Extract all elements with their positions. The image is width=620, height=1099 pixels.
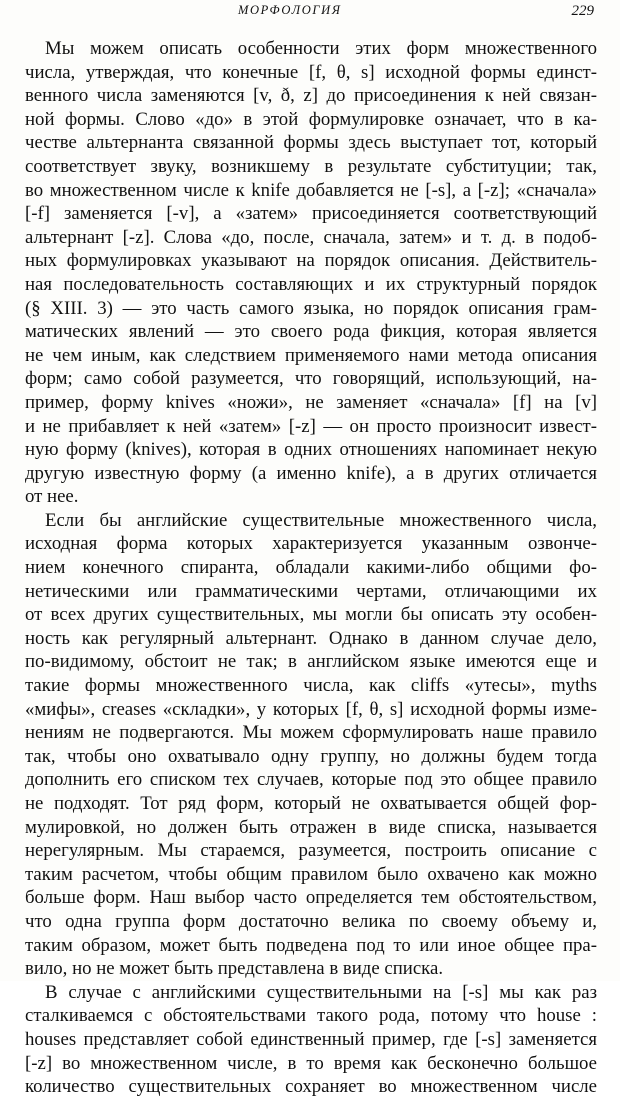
text-line: ной формы. Слово «до» в этой формулировке означает, что в ка- [25, 108, 597, 130]
paragraph [25, 37, 597, 509]
text-line: форм; само собой разумеется, что говорящий, использующий, на- [25, 368, 597, 390]
text-line: [-f] заменяется [-v], а «затем» присоединяется соответствующий [25, 203, 597, 225]
text-line: не чем иным, как следствием применяемого нами метода описания [25, 344, 597, 366]
text-line: матических явлений — это своего рода фикция, которая является [25, 321, 597, 343]
text-line: (§ XIII. 3) — это часть самого языка, но порядок описания грам- [25, 297, 597, 319]
text-line: пример, форму knives «ножи», не заменяет «сначала» [f] на [v] [25, 391, 597, 413]
text-line: Мы можем описать особенности этих форм множественного [45, 38, 597, 59]
text-line: по-видимому, обстоит не так; в английском языке имеются еще и [25, 651, 597, 673]
text-line: что одна группа форм достаточно велика по своему объему и, [25, 910, 597, 932]
text-line: исходная форма которых характеризуется указанным озвонче- [25, 533, 597, 555]
text-line: больше форм. Наш выбор часто определяется тем обстоятельством, [25, 887, 597, 909]
text-line: другую известную форму (а именно knife), а в других отличается [25, 462, 597, 484]
text-line: таким образом, может быть подведена под то или иное общее пра- [25, 934, 597, 956]
text-line: от всех других существительных, мы могли бы описать эту особен- [25, 604, 597, 626]
text-line: сталкиваемся с обстоятельствами такого рода, потому что house : [25, 1005, 597, 1027]
text-line: нерегулярным. Мы стараемся, разумеется, построить описание с [25, 840, 597, 862]
text-line: ность как регулярный альтернант. Однако в данном случае дело, [25, 627, 597, 649]
paragraph [25, 509, 597, 981]
text-line: так, чтобы оно охватывало одну группу, но должны будем тогда [25, 745, 597, 767]
text-line: вило, но не может быть представлена в виде списка. [25, 958, 444, 980]
text-line: от нее. [25, 486, 79, 508]
text-line: во множественном числе к knife добавляется не [-s], а [-z]; «сначала» [25, 179, 597, 201]
text-line: венного числа заменяются [v, ð, z] до присоединения к ней связан- [25, 85, 597, 107]
text-line: такие формы множественного числа, как cliffs «утесы», myths [25, 675, 597, 697]
text-line: числа, утверждая, что конечные [f, θ, s] исходной формы единст- [25, 61, 597, 83]
text-line: ная последовательность составляющих и их структурный порядок [25, 273, 597, 295]
page-number: 229 [571, 3, 594, 19]
text-line: [-z] во множественном числе, в то время как бесконечно большое [25, 1052, 597, 1074]
text-line: «мифы», creases «складки», у которых [f, θ, s] исходной формы изме- [25, 698, 597, 720]
text-line: дополнить его списком тех случаев, которые под это общее правило [25, 769, 597, 791]
text-line: В случае с английскими существительными на [-s] мы как раз [45, 981, 597, 1003]
text-line: и не прибавляет к ней «затем» [-z] — он просто произносит извест- [25, 415, 597, 437]
body-text [25, 37, 597, 1099]
text-line: количество существительных сохраняет во множественном числе [25, 1076, 597, 1098]
text-line: нетическими или грамматическими чертами, отличающими их [25, 580, 597, 602]
text-line: альтернант [-z]. Слова «до, после, сначала, затем» и т. д. в подоб- [25, 226, 597, 248]
text-line: честве альтернанта связанной формы здесь выступает тот, который [25, 132, 597, 154]
text-line: мулировкой, но должен быть отражен в виде списка, называется [25, 816, 597, 838]
text-line: нениям не подвергаются. Мы можем сформулировать наше правило [25, 722, 597, 744]
text-line: Если бы английские существительные множественного числа, [45, 509, 597, 531]
running-title: МОРФОЛОГИЯ [238, 3, 342, 17]
text-line: ную форму (knives), которая в одних отношениях напоминает некую [25, 439, 597, 461]
text-line: не подходят. Тот ряд форм, который не охватывается общей фор- [25, 793, 597, 814]
text-line: соответствует звуку, возникшему в результате субституции; так, [25, 155, 597, 177]
text-line: нием конечного спиранта, обладали какими-либо общими фо- [25, 557, 597, 579]
paragraph [25, 981, 597, 1099]
text-line: таким расчетом, чтобы общим правилом было охвачено как можно [25, 863, 597, 885]
text-line: houses представляет собой единственный пример, где [-s] заменяется [25, 1028, 597, 1050]
text-line: ных формулировках указывают на порядок описания. Действитель- [25, 250, 597, 272]
